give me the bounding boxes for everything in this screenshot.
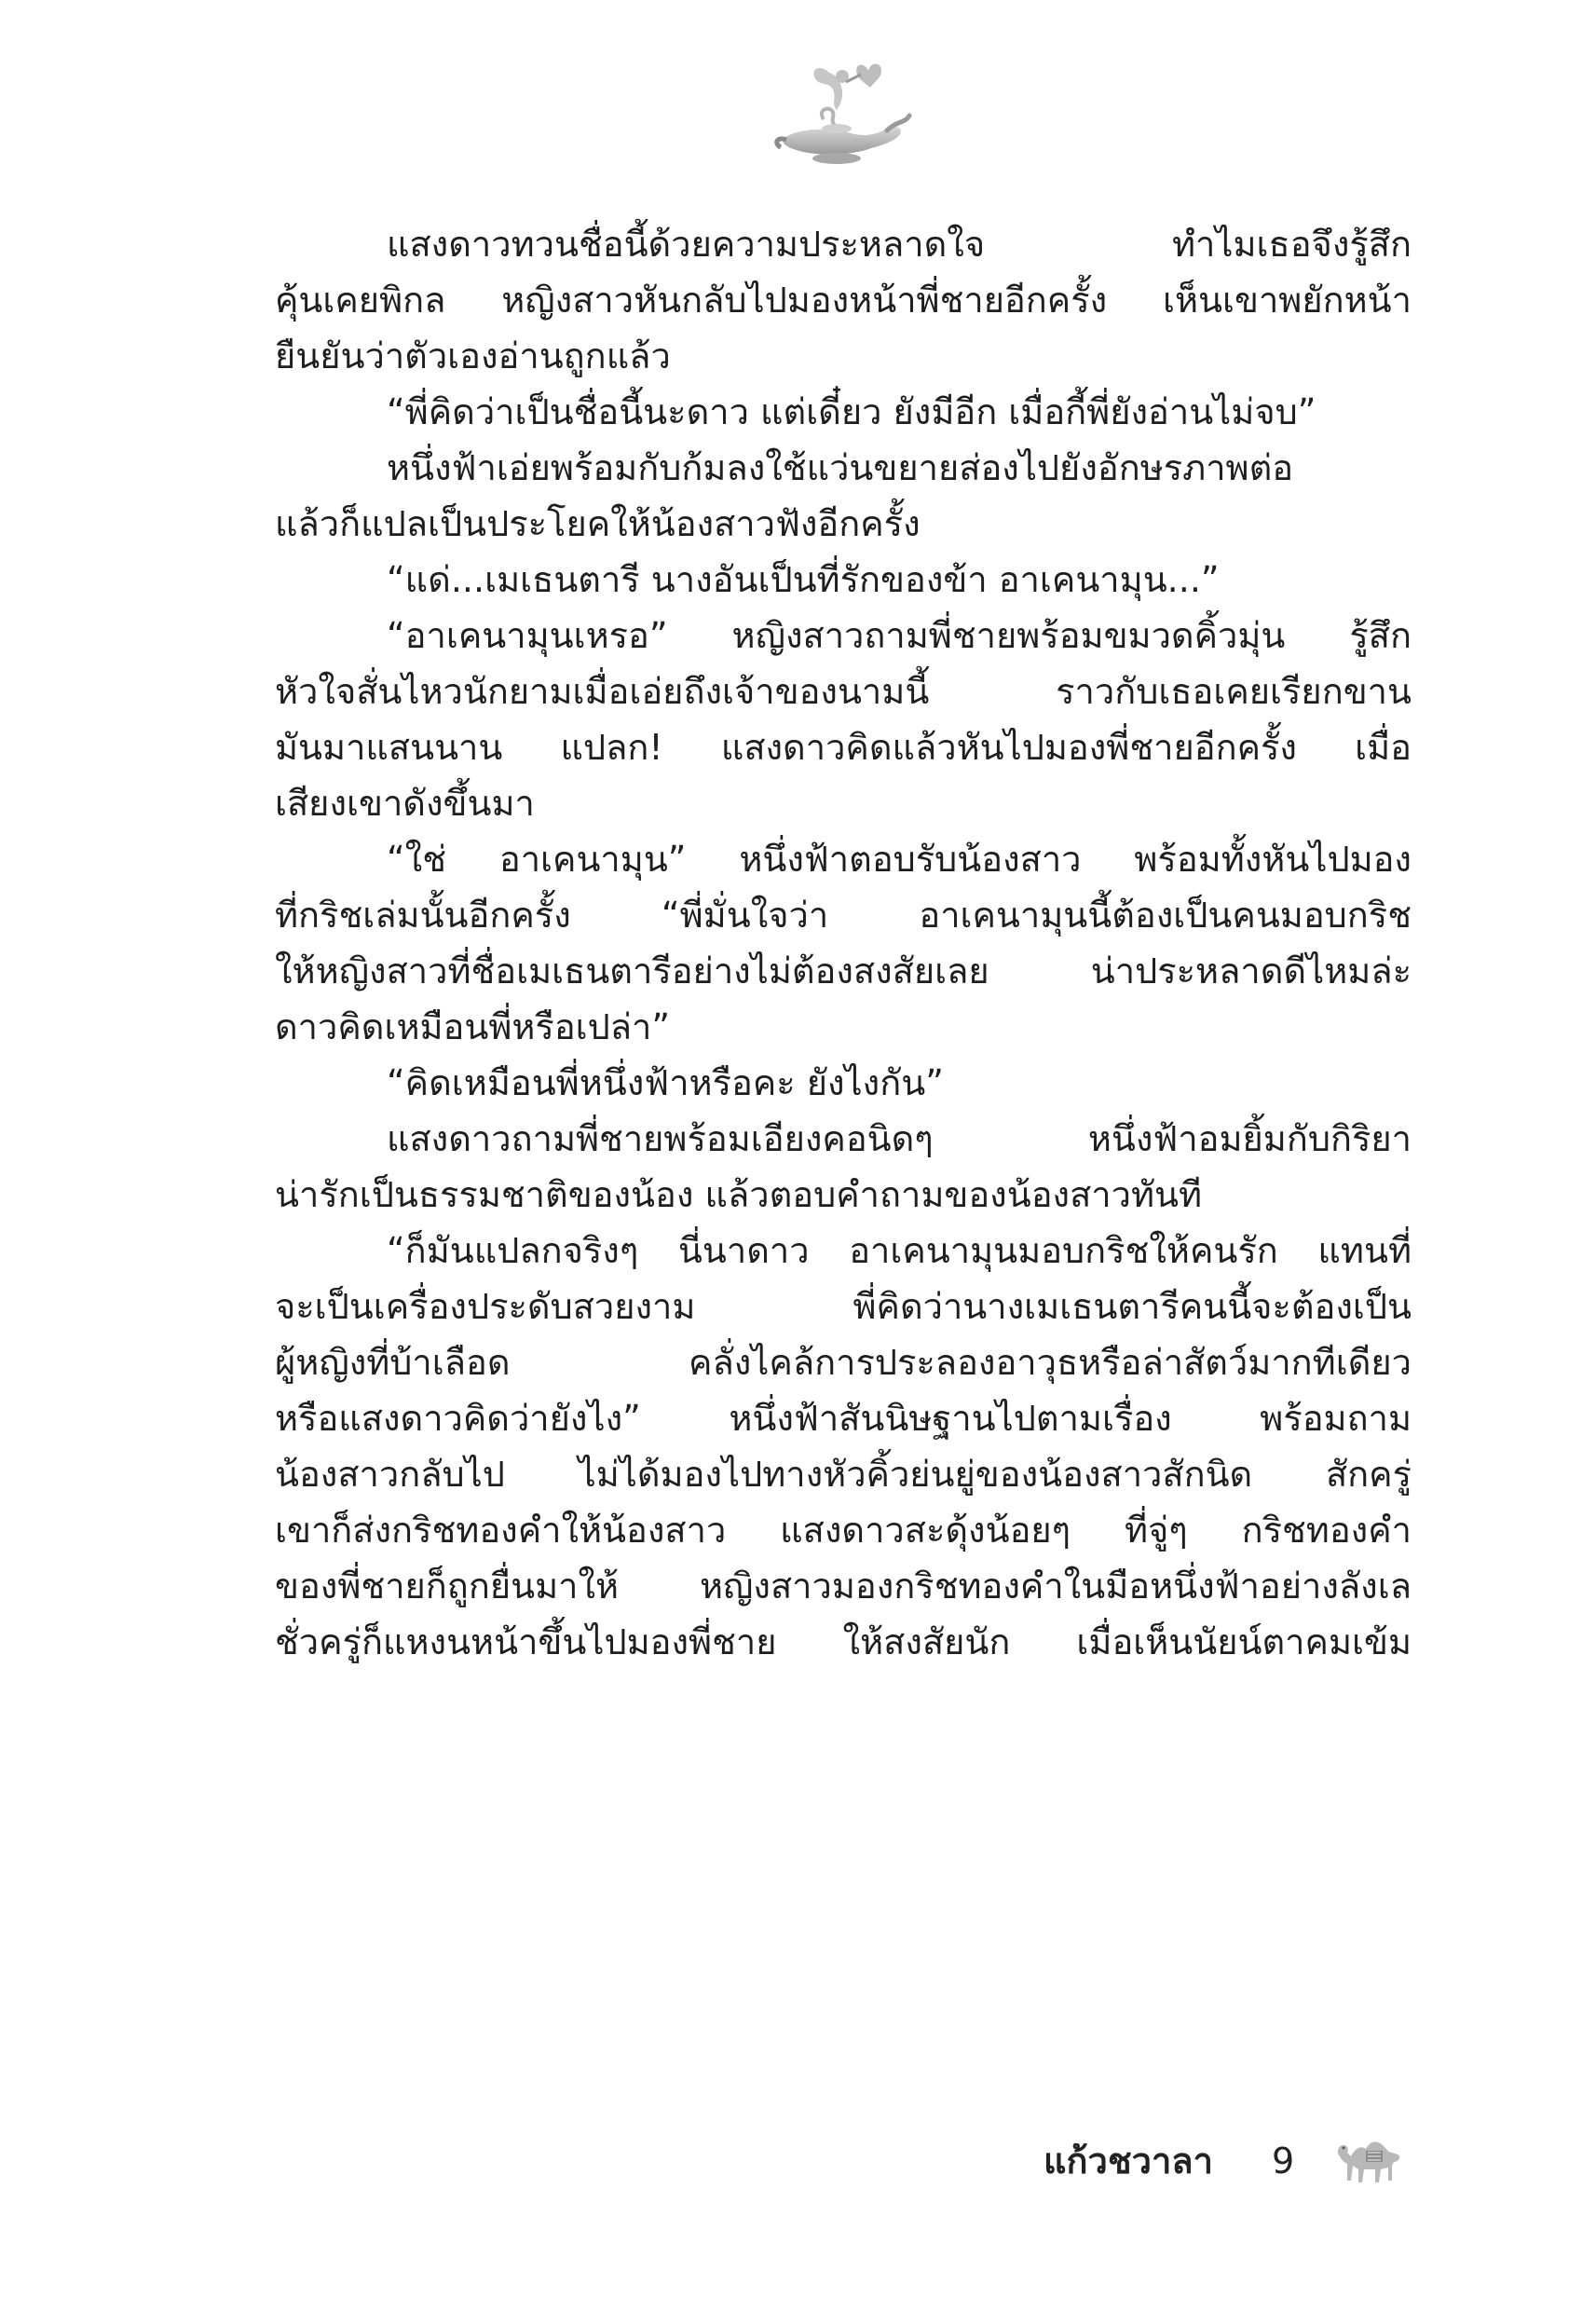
text-line: ดาวคิดเหมือนพี่หรือเปล่า” (275, 1006, 671, 1047)
body-text (275, 216, 1412, 1670)
text-line: เสียงเขาดังขึ้นมา (275, 783, 535, 824)
text-line: แสงดาวทวนชื่อนี้ด้วยความประหลาดใจ ทำไมเธอจึงรู้สึก (387, 224, 1412, 265)
text-line: แล้วก็แปลเป็นประโยคให้น้องสาวฟังอีกครั้ง (275, 503, 921, 544)
text-line: มันมาแสนนาน แปลก! แสงดาวคิดแล้วหันไปมองพี่ชายอีกครั้ง เมื่อ (275, 727, 1412, 768)
text-line: ที่กริชเล่มนั้นอีกครั้ง “พี่มั่นใจว่า อาเคนามุนนี้ต้องเป็นคนมอบกริช (275, 895, 1412, 936)
text-line: ยืนยันว่าตัวเองอ่านถูกแล้ว (275, 335, 671, 376)
text-line: “อาเคนามุนเหรอ” หญิงสาวถามพี่ชายพร้อมขมวดคิ้วมุ่น รู้สึก (387, 615, 1412, 656)
text-line: “คิดเหมือนพี่หนึ่งฟ้าหรือคะ ยังไงกัน” (387, 1062, 944, 1103)
text-line: ของพี่ชายก็ถูกยื่นมาให้ หญิงสาวมองกริชทองคำในมือหนึ่งฟ้าอย่างลังเล (275, 1566, 1412, 1607)
text-line: ผู้หญิงที่บ้าเลือด คลั่งไคล้การประลองอาวุธหรือล่าสัตว์มากทีเดียว (275, 1342, 1412, 1383)
text-line: “พี่คิดว่าเป็นชื่อนี้นะดาว แต่เดี๋ยว ยังมีอีก เมื่อกี้พี่ยังอ่านไม่จบ” (387, 391, 1316, 432)
text-line: เขาก็ส่งกริชทองคำให้น้องสาว แสงดาวสะดุ้งน้อยๆ ที่จู่ๆ กริชทองคำ (275, 1510, 1412, 1551)
text-line: “ใช่ อาเคนามุน” หนึ่งฟ้าตอบรับน้องสาว พร้อมทั้งหันไปมอง (387, 839, 1412, 880)
text-line: หนึ่งฟ้าเอ่ยพร้อมกับก้มลงใช้แว่นขยายส่องไปยังอักษรภาพต่อ (387, 447, 1294, 488)
text-line: คุ้นเคยพิกล หญิงสาวหันกลับไปมองหน้าพี่ชายอีกครั้ง เห็นเขาพยักหน้า (275, 280, 1412, 321)
camel-icon (1332, 2125, 1407, 2190)
page-footer (1025, 2125, 1416, 2208)
text-line: แสงดาวถามพี่ชายพร้อมเอียงคอนิดๆ หนึ่งฟ้าอมยิ้มกับกิริยา (387, 1118, 1412, 1159)
text-line: จะเป็นเครื่องประดับสวยงาม พี่คิดว่านางเมเธนตารีคนนี้จะต้องเป็น (275, 1286, 1412, 1327)
text-line: หรือแสงดาวคิดว่ายังไง” หนึ่งฟ้าสันนิษฐานไปตามเรื่อง พร้อมถาม (275, 1398, 1412, 1439)
text-line: “ก็มันแปลกจริงๆ นี่นาดาว อาเคนามุนมอบกริชให้คนรัก แทนที่ (387, 1230, 1412, 1271)
text-line: “แด่...เมเธนตารี นางอันเป็นที่รักของข้า อาเคนามุน...” (387, 559, 1220, 600)
text-line: ให้หญิงสาวที่ชื่อเมเธนตารีอย่างไม่ต้องสงสัยเลย น่าประหลาดดีไหมล่ะ (275, 950, 1412, 991)
text-line: น่ารักเป็นธรรมชาติของน้อง แล้วตอบคำถามของน้องสาวทันที (275, 1174, 1203, 1215)
genie-lamp-cupid-icon (764, 54, 913, 175)
text-line: น้องสาวกลับไป ไม่ได้มองไปทางหัวคิ้วย่นยู่ของน้องสาวสักนิด สักครู่ (275, 1454, 1412, 1495)
page-number: 9 (1272, 2140, 1295, 2181)
text-line: หัวใจสั่นไหวนักยามเมื่อเอ่ยถึงเจ้าของนามนี้ ราวกับเธอเคยเรียกขาน (275, 671, 1412, 712)
book-title: แก้วชวาลา (1044, 2140, 1213, 2181)
text-line: ชั่วครู่ก็แหงนหน้าขึ้นไปมองพี่ชาย ให้สงสัยนัก เมื่อเห็นนัยน์ตาคมเข้ม (275, 1621, 1412, 1662)
